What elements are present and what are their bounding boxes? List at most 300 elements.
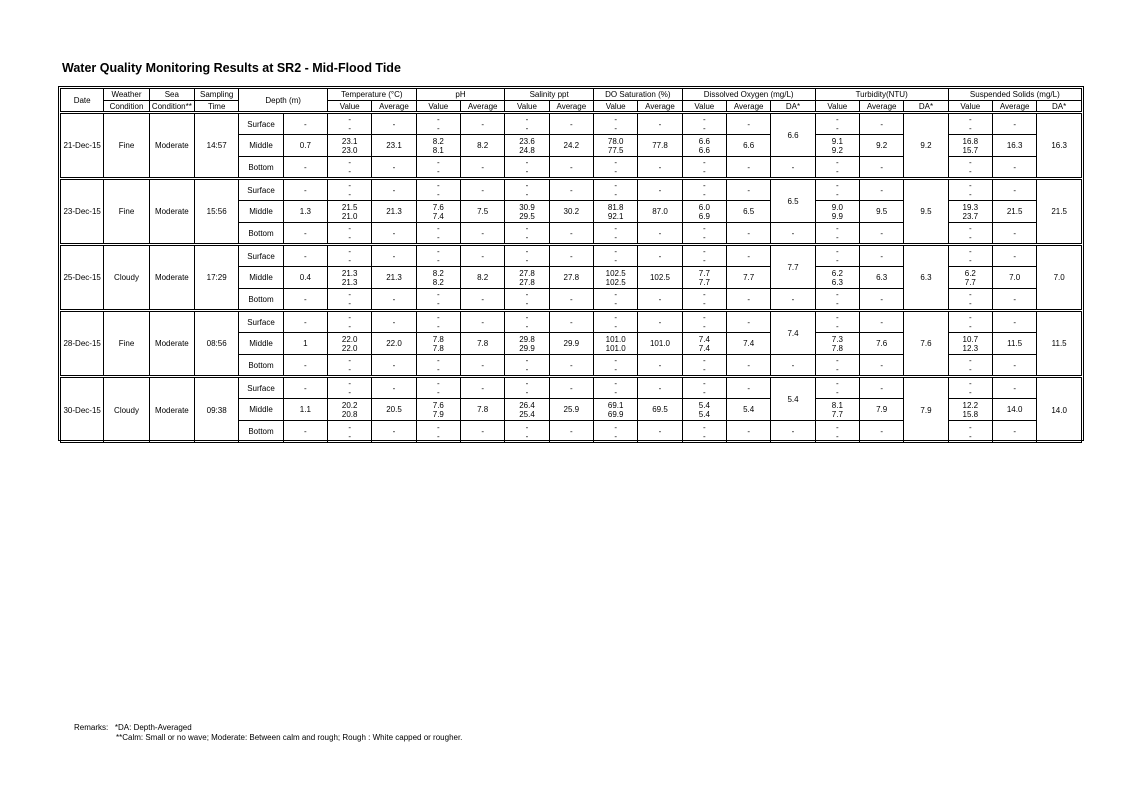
do-saturation-values-reading-2: 102.5 xyxy=(605,277,626,287)
level-label: Bottom xyxy=(239,421,283,443)
turbidity-average: 7.6 xyxy=(860,333,904,355)
temperature-average: 22.0 xyxy=(372,333,416,355)
ph-values-reading-2: 8.1 xyxy=(432,145,444,155)
temperature-values xyxy=(328,135,372,157)
suspended-solids-average: - xyxy=(992,421,1036,443)
dissolved-oxygen-values-reading-2: - xyxy=(703,299,706,308)
do-saturation-values-reading-2: - xyxy=(614,388,617,397)
salinity-values xyxy=(505,333,549,355)
salinity-values-reading-1: - xyxy=(525,247,529,256)
do-saturation-values xyxy=(594,267,638,289)
depth-value: 1.1 xyxy=(283,399,327,421)
do-saturation-values-reading-1: - xyxy=(614,158,617,167)
header-temp-value: Value xyxy=(328,101,372,113)
ph-average: - xyxy=(460,245,504,267)
ph-values-reading-2: - xyxy=(436,365,440,374)
salinity-average: - xyxy=(549,245,593,267)
dissolved-oxygen-values-reading-1: - xyxy=(703,115,706,124)
depth-value: - xyxy=(283,289,327,311)
suspended-solids-values-reading-2: - xyxy=(968,322,972,331)
header-dos-value: Value xyxy=(594,101,638,113)
turbidity-values-reading-1: - xyxy=(836,224,839,233)
salinity-values-reading-2: - xyxy=(525,299,529,308)
do-saturation-values xyxy=(594,157,638,179)
salinity-average: - xyxy=(549,421,593,443)
temperature-average: - xyxy=(372,223,416,245)
salinity-values-reading-2: - xyxy=(525,233,529,242)
suspended-solids-values-reading-1: - xyxy=(968,115,972,124)
ph-values xyxy=(416,179,460,201)
temperature-values xyxy=(328,355,372,377)
depth-value: 1 xyxy=(283,333,327,355)
suspended-solids-da: 14.0 xyxy=(1037,377,1082,443)
suspended-solids-values-reading-2: 23.7 xyxy=(962,211,979,221)
turbidity-values-reading-2: 9.2 xyxy=(831,145,843,155)
ph-values-reading-1: - xyxy=(436,181,440,190)
turbidity-values-reading-2: - xyxy=(836,388,839,397)
temperature-values-reading-1: - xyxy=(348,313,351,322)
header-temperature: Temperature (°C) xyxy=(328,89,417,101)
dissolved-oxygen-values-reading-1: - xyxy=(703,356,706,365)
dissolved-oxygen-average: - xyxy=(727,245,771,267)
results-table xyxy=(60,88,1082,443)
dissolved-oxygen-values xyxy=(682,289,726,311)
level-label: Surface xyxy=(239,245,283,267)
suspended-solids-values-reading-2: - xyxy=(968,388,972,397)
suspended-solids-average: 21.5 xyxy=(992,201,1036,223)
remarks xyxy=(74,723,462,743)
suspended-solids-average: - xyxy=(992,311,1036,333)
level-label: Surface xyxy=(239,113,283,135)
salinity-values xyxy=(505,135,549,157)
suspended-solids-average: - xyxy=(992,223,1036,245)
suspended-solids-values-reading-2: - xyxy=(968,256,972,265)
temperature-values xyxy=(328,333,372,355)
temperature-values-reading-1: - xyxy=(348,290,351,299)
turbidity-values-reading-1: - xyxy=(836,290,839,299)
dissolved-oxygen-da: 6.6 xyxy=(771,113,815,157)
dissolved-oxygen-values xyxy=(682,267,726,289)
ph-values xyxy=(416,223,460,245)
do-saturation-values-reading-2: 92.1 xyxy=(607,211,624,221)
dissolved-oxygen-values-reading-2: 6.6 xyxy=(698,145,710,155)
header-do-saturation: DO Saturation (%) xyxy=(594,89,683,101)
level-label: Middle xyxy=(239,201,283,223)
dissolved-oxygen-da: 5.4 xyxy=(771,377,815,421)
level-label: Middle xyxy=(239,399,283,421)
salinity-values-reading-2: - xyxy=(525,124,529,133)
ph-values-reading-1: 7.6 xyxy=(432,400,444,410)
do-saturation-average: 101.0 xyxy=(638,333,682,355)
date-cell: 21-Dec-15 xyxy=(61,113,104,179)
level-label: Bottom xyxy=(239,157,283,179)
dissolved-oxygen-average: 7.7 xyxy=(727,267,771,289)
temperature-values xyxy=(328,201,372,223)
dissolved-oxygen-values-reading-2: - xyxy=(703,322,706,331)
do-saturation-values xyxy=(594,289,638,311)
dissolved-oxygen-values-reading-2: 5.4 xyxy=(698,409,710,419)
suspended-solids-values xyxy=(948,223,992,245)
header-tur-da: DA* xyxy=(904,101,948,113)
ph-values xyxy=(416,245,460,267)
temperature-values-reading-2: - xyxy=(348,322,351,331)
ph-average: - xyxy=(460,179,504,201)
do-saturation-values xyxy=(594,245,638,267)
suspended-solids-average: 16.3 xyxy=(992,135,1036,157)
ph-average: - xyxy=(460,113,504,135)
temperature-average: 21.3 xyxy=(372,201,416,223)
turbidity-values-reading-2: - xyxy=(836,190,839,199)
dissolved-oxygen-values-reading-1: 6.0 xyxy=(698,202,710,212)
ph-values xyxy=(416,421,460,443)
do-saturation-values-reading-1: - xyxy=(614,379,617,388)
suspended-solids-average: 7.0 xyxy=(992,267,1036,289)
do-saturation-values xyxy=(594,399,638,421)
salinity-values-reading-2: 29.9 xyxy=(519,343,535,353)
do-saturation-average: - xyxy=(638,355,682,377)
suspended-solids-values xyxy=(948,355,992,377)
remarks-line-2: **Calm: Small or no wave; Moderate: Between calm and rough; Rough : White capped or rougher. xyxy=(116,733,463,742)
temperature-values-reading-2: 21.0 xyxy=(341,211,358,221)
dissolved-oxygen-values-reading-2: - xyxy=(703,365,706,374)
ph-values xyxy=(416,135,460,157)
ph-average: 7.8 xyxy=(460,399,504,421)
depth-value: - xyxy=(283,245,327,267)
header-do-da: DA* xyxy=(771,101,815,113)
do-saturation-values-reading-1: - xyxy=(614,356,617,365)
suspended-solids-values-reading-2: - xyxy=(968,190,972,199)
ph-values-reading-2: - xyxy=(436,190,440,199)
dissolved-oxygen-values xyxy=(682,245,726,267)
turbidity-values-reading-1: - xyxy=(836,379,839,388)
temperature-values-reading-1: - xyxy=(348,379,351,388)
header-salinity: Salinity ppt xyxy=(505,89,594,101)
remarks-line-1: *DA: Depth-Averaged xyxy=(114,723,192,732)
do-saturation-values-reading-2: - xyxy=(614,233,617,242)
suspended-solids-values-reading-1: - xyxy=(968,181,972,190)
turbidity-values xyxy=(815,355,859,377)
ph-average: - xyxy=(460,421,504,443)
dissolved-oxygen-da: 7.4 xyxy=(771,311,815,355)
ph-values-reading-2: - xyxy=(436,299,440,308)
suspended-solids-values-reading-1: - xyxy=(968,224,972,233)
temperature-values-reading-2: - xyxy=(348,365,351,374)
turbidity-values-reading-2: - xyxy=(836,431,839,441)
ph-values-reading-1: - xyxy=(436,158,440,167)
do-saturation-values-reading-1: 102.5 xyxy=(605,268,626,278)
temperature-values-reading-1: - xyxy=(348,224,351,233)
suspended-solids-values-reading-2: - xyxy=(968,431,972,441)
dissolved-oxygen-average: - xyxy=(727,289,771,311)
salinity-average: - xyxy=(549,289,593,311)
depth-value: 0.7 xyxy=(283,135,327,157)
suspended-solids-values-reading-2: - xyxy=(968,124,972,133)
do-saturation-average: - xyxy=(638,245,682,267)
header-suspended-solids: Suspended Solids (mg/L) xyxy=(948,89,1081,101)
ph-values-reading-1: - xyxy=(436,247,440,256)
header-do-average: Average xyxy=(727,101,771,113)
ph-average: - xyxy=(460,289,504,311)
suspended-solids-values xyxy=(948,311,992,333)
temperature-average: - xyxy=(372,421,416,443)
date-cell: 25-Dec-15 xyxy=(61,245,104,311)
do-saturation-values-reading-1: - xyxy=(614,115,617,124)
do-saturation-values-reading-2: - xyxy=(614,124,617,133)
dissolved-oxygen-values-reading-2: - xyxy=(703,388,706,397)
salinity-average: 30.2 xyxy=(549,201,593,223)
turbidity-average: - xyxy=(860,113,904,135)
do-saturation-values-reading-2: - xyxy=(614,299,617,308)
ph-values-reading-1: - xyxy=(436,422,440,432)
temperature-values-reading-1: 23.1 xyxy=(341,136,358,146)
suspended-solids-values-reading-2: 7.7 xyxy=(964,277,976,287)
depth-value: - xyxy=(283,157,327,179)
suspended-solids-values-reading-1: - xyxy=(968,247,972,256)
salinity-values xyxy=(505,157,549,179)
dissolved-oxygen-values-reading-1: - xyxy=(703,181,706,190)
temperature-average: 20.5 xyxy=(372,399,416,421)
salinity-values xyxy=(505,399,549,421)
suspended-solids-values xyxy=(948,399,992,421)
turbidity-values-reading-1: 7.3 xyxy=(831,334,843,344)
do-saturation-average: - xyxy=(638,179,682,201)
temperature-values xyxy=(328,289,372,311)
do-saturation-values-reading-2: - xyxy=(614,190,617,199)
depth-value: - xyxy=(283,179,327,201)
turbidity-values-reading-2: 6.3 xyxy=(831,277,843,287)
weather-cell: Fine xyxy=(104,113,149,179)
do-saturation-values xyxy=(594,135,638,157)
dissolved-oxygen-values-reading-2: - xyxy=(703,431,706,441)
dissolved-oxygen-values xyxy=(682,333,726,355)
table-row xyxy=(61,245,1082,267)
ph-values xyxy=(416,113,460,135)
depth-value: 1.3 xyxy=(283,201,327,223)
ph-values-reading-1: - xyxy=(436,379,440,388)
date-cell: 30-Dec-15 xyxy=(61,377,104,443)
temperature-average: - xyxy=(372,113,416,135)
do-saturation-values xyxy=(594,421,638,443)
header-do-value: Value xyxy=(682,101,726,113)
dissolved-oxygen-values xyxy=(682,113,726,135)
dissolved-oxygen-da-bottom: - xyxy=(771,289,815,311)
salinity-values-reading-1: 30.9 xyxy=(519,202,535,212)
dissolved-oxygen-values-reading-1: - xyxy=(703,158,706,167)
dissolved-oxygen-values-reading-1: - xyxy=(703,290,706,299)
salinity-values-reading-1: - xyxy=(525,181,529,190)
header-sampling-2: Time xyxy=(195,101,239,113)
depth-value: - xyxy=(283,311,327,333)
time-cell: 09:38 xyxy=(195,377,239,443)
do-saturation-values-reading-1: - xyxy=(614,224,617,233)
turbidity-da: 7.9 xyxy=(904,377,948,443)
salinity-values-reading-1: - xyxy=(525,379,529,388)
header-turbidity: Turbidity(NTU) xyxy=(815,89,948,101)
turbidity-values-reading-1: - xyxy=(836,181,839,190)
header-ss-average: Average xyxy=(992,101,1036,113)
turbidity-values xyxy=(815,421,859,443)
time-cell: 17:29 xyxy=(195,245,239,311)
salinity-values xyxy=(505,179,549,201)
dissolved-oxygen-values-reading-1: 7.7 xyxy=(698,268,710,278)
suspended-solids-values-reading-2: - xyxy=(968,299,972,308)
header-ph-value: Value xyxy=(416,101,460,113)
header-ph: pH xyxy=(416,89,505,101)
turbidity-values-reading-1: 6.2 xyxy=(831,268,843,278)
turbidity-average: - xyxy=(860,421,904,443)
suspended-solids-values xyxy=(948,245,992,267)
salinity-average: 25.9 xyxy=(549,399,593,421)
header-dos-average: Average xyxy=(638,101,682,113)
do-saturation-values-reading-1: - xyxy=(614,422,617,432)
ph-values-reading-2: - xyxy=(436,431,440,441)
turbidity-da: 9.2 xyxy=(904,113,948,179)
ph-average: - xyxy=(460,377,504,399)
do-saturation-values-reading-2: - xyxy=(614,256,617,265)
temperature-average: - xyxy=(372,245,416,267)
salinity-values xyxy=(505,355,549,377)
ph-average: - xyxy=(460,157,504,179)
salinity-values xyxy=(505,311,549,333)
salinity-average: 27.8 xyxy=(549,267,593,289)
do-saturation-values-reading-2: - xyxy=(614,322,617,331)
turbidity-values-reading-2: - xyxy=(836,322,839,331)
suspended-solids-values xyxy=(948,333,992,355)
ph-average: 8.2 xyxy=(460,135,504,157)
level-label: Middle xyxy=(239,333,283,355)
suspended-solids-values xyxy=(948,267,992,289)
header-sampling-1: Sampling xyxy=(195,89,239,101)
salinity-values-reading-1: - xyxy=(525,115,529,124)
salinity-average: - xyxy=(549,377,593,399)
dissolved-oxygen-average: 6.6 xyxy=(727,135,771,157)
temperature-values xyxy=(328,399,372,421)
turbidity-values-reading-1: 9.0 xyxy=(831,202,843,212)
temperature-values-reading-1: - xyxy=(348,181,351,190)
dissolved-oxygen-average: - xyxy=(727,157,771,179)
depth-value: - xyxy=(283,113,327,135)
turbidity-values-reading-1: 9.1 xyxy=(831,136,843,146)
do-saturation-average: - xyxy=(638,377,682,399)
turbidity-values xyxy=(815,267,859,289)
date-cell: 28-Dec-15 xyxy=(61,311,104,377)
ph-values-reading-2: 7.4 xyxy=(432,211,444,221)
sea-cell: Moderate xyxy=(149,179,194,245)
do-saturation-average: - xyxy=(638,157,682,179)
do-saturation-values xyxy=(594,201,638,223)
do-saturation-values xyxy=(594,223,638,245)
do-saturation-average: - xyxy=(638,421,682,443)
suspended-solids-da: 21.5 xyxy=(1037,179,1082,245)
ph-average: - xyxy=(460,355,504,377)
salinity-values-reading-2: - xyxy=(525,256,529,265)
dissolved-oxygen-average: 7.4 xyxy=(727,333,771,355)
suspended-solids-values-reading-2: 15.7 xyxy=(962,145,979,155)
salinity-values xyxy=(505,113,549,135)
dissolved-oxygen-values xyxy=(682,157,726,179)
turbidity-values-reading-1: 8.1 xyxy=(831,400,843,410)
turbidity-average: - xyxy=(860,377,904,399)
temperature-values-reading-2: 23.0 xyxy=(341,145,358,155)
turbidity-values-reading-2: - xyxy=(836,124,839,133)
suspended-solids-average: - xyxy=(992,289,1036,311)
do-saturation-average: 87.0 xyxy=(638,201,682,223)
do-saturation-average: - xyxy=(638,311,682,333)
suspended-solids-da: 11.5 xyxy=(1037,311,1082,377)
ph-values-reading-2: 8.2 xyxy=(432,277,444,287)
do-saturation-values-reading-1: - xyxy=(614,290,617,299)
do-saturation-values xyxy=(594,333,638,355)
ph-average: 8.2 xyxy=(460,267,504,289)
turbidity-values xyxy=(815,157,859,179)
ph-values xyxy=(416,289,460,311)
salinity-values xyxy=(505,245,549,267)
do-saturation-values xyxy=(594,179,638,201)
turbidity-values-reading-2: - xyxy=(836,299,839,308)
dissolved-oxygen-values-reading-1: - xyxy=(703,313,706,322)
turbidity-values xyxy=(815,333,859,355)
depth-value: - xyxy=(283,355,327,377)
table-row xyxy=(61,311,1082,333)
salinity-values xyxy=(505,377,549,399)
temperature-average: 23.1 xyxy=(372,135,416,157)
time-cell: 15:56 xyxy=(195,179,239,245)
turbidity-values-reading-1: - xyxy=(836,313,839,322)
turbidity-average: - xyxy=(860,245,904,267)
turbidity-average: 6.3 xyxy=(860,267,904,289)
turbidity-values xyxy=(815,245,859,267)
do-saturation-values-reading-2: - xyxy=(614,167,617,176)
salinity-average: - xyxy=(549,311,593,333)
dissolved-oxygen-values-reading-2: 7.4 xyxy=(698,343,710,353)
dissolved-oxygen-average: - xyxy=(727,179,771,201)
header-sal-average: Average xyxy=(549,101,593,113)
do-saturation-values xyxy=(594,377,638,399)
dissolved-oxygen-values-reading-1: - xyxy=(703,224,706,233)
suspended-solids-values xyxy=(948,179,992,201)
dissolved-oxygen-da: 6.5 xyxy=(771,179,815,223)
level-label: Bottom xyxy=(239,355,283,377)
ph-values-reading-1: - xyxy=(436,313,440,322)
dissolved-oxygen-values-reading-1: - xyxy=(703,422,706,432)
salinity-values-reading-1: - xyxy=(525,290,529,299)
salinity-average: - xyxy=(549,113,593,135)
temperature-values-reading-1: - xyxy=(348,158,351,167)
dissolved-oxygen-average: - xyxy=(727,421,771,443)
level-label: Surface xyxy=(239,311,283,333)
dissolved-oxygen-values-reading-2: - xyxy=(703,233,706,242)
header-date: Date xyxy=(61,89,104,113)
salinity-values xyxy=(505,201,549,223)
temperature-values-reading-2: - xyxy=(348,190,351,199)
suspended-solids-values-reading-1: 6.2 xyxy=(964,268,976,278)
ph-values-reading-1: - xyxy=(436,115,440,124)
turbidity-average: - xyxy=(860,157,904,179)
do-saturation-values-reading-2: - xyxy=(614,431,617,441)
dissolved-oxygen-average: - xyxy=(727,311,771,333)
dissolved-oxygen-da-bottom: - xyxy=(771,157,815,179)
sea-cell: Moderate xyxy=(149,377,194,443)
header-weather-2: Condition xyxy=(104,101,149,113)
suspended-solids-values xyxy=(948,113,992,135)
header-sal-value: Value xyxy=(505,101,549,113)
suspended-solids-values-reading-2: - xyxy=(968,365,972,374)
temperature-values xyxy=(328,157,372,179)
header-dissolved-oxygen: Dissolved Oxygen (mg/L) xyxy=(682,89,815,101)
turbidity-values xyxy=(815,399,859,421)
salinity-values xyxy=(505,267,549,289)
turbidity-average: - xyxy=(860,311,904,333)
